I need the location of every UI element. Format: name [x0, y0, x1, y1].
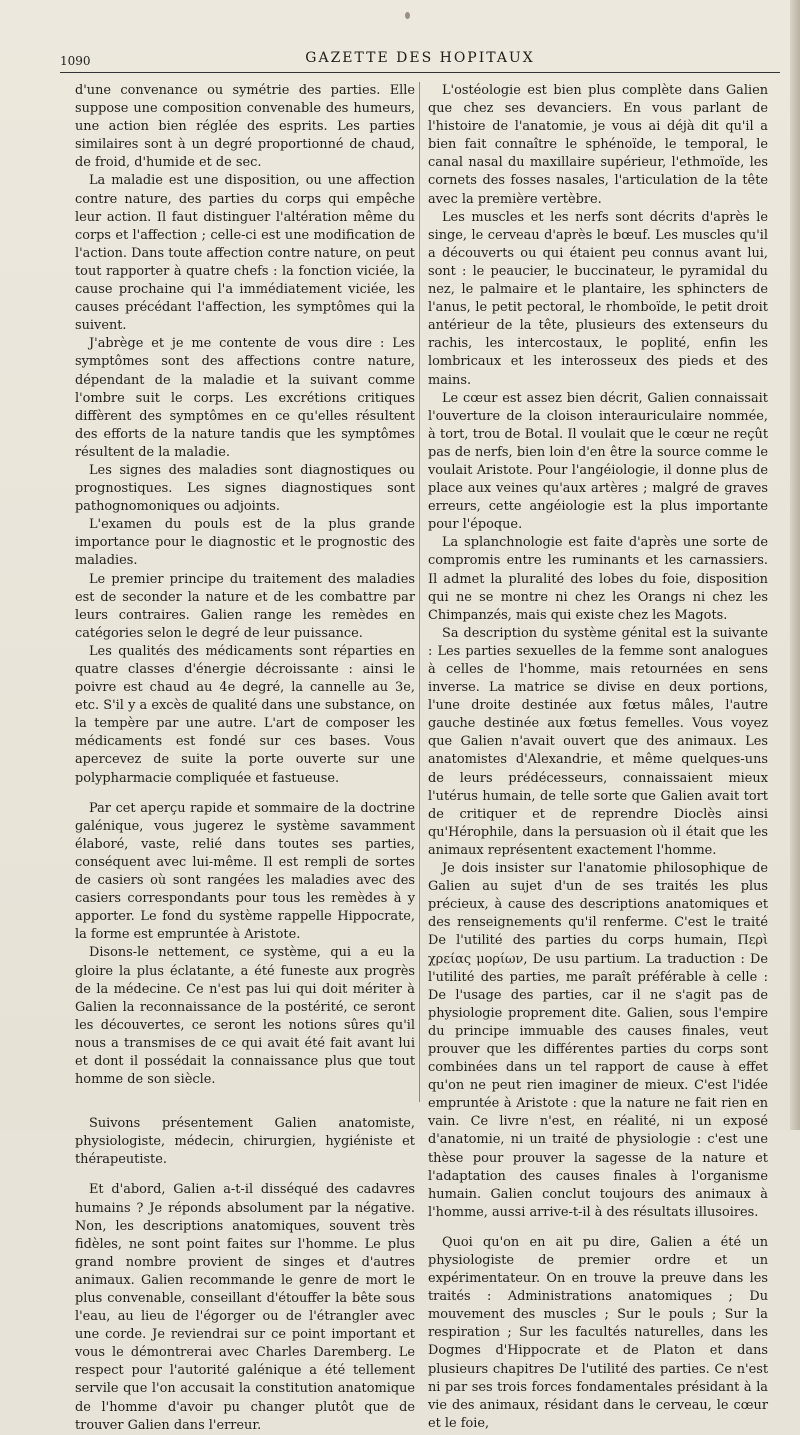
- column-divider: [419, 82, 420, 1102]
- paragraph: Le cœur est assez bien décrit, Galien connaissait l'ouverture de la cloison interauriculaire nommée, à tort, trou de Botal. Il voulait que le cœur ne reçût pas de nerfs, bien loin d'en être la source comme le voulait Aristote. Pour l'angéiologie, il donne plus de place aux veines qu'aux artères ; malgré de graves erreurs, cette angéiologie est la plus importante pour l'époque.: [428, 390, 768, 533]
- paragraph: Et d'abord, Galien a-t-il disséqué des cadavres humains ? Je réponds absolument par la négative. Non, les descriptions anatomiques, souvent très fidèles, ne sont point faites sur l'homme. Le plus grand nombre provient de singes et d'autres animaux. Galien recommande le genre de mort le plus convenable, conseillant d'étouffer la bête sous l'eau, au lieu de l'égorger ou de l'étrangler avec une corde. Je reviendrai sur ce point important et vous le démontrerai avec Charles Daremberg. Le respect pour l'autorité galénique a été tellement servile que l'on accusait la constitution anatomique de l'homme d'avoir pu changer plutôt que de trouver Galien dans l'erreur.: [75, 1182, 415, 1433]
- paragraph: Les qualités des médicaments sont réparties en quatre classes d'énergie décroissante : ainsi le poivre est chaud au 4e degré, la cannelle au 3e, etc. S'il y a excès de qualité dans une substance, on la tempère par une autre. L'art de composer les médicaments est fondé sur ces bases. Vous apercevez de suite la porte ouverte sur une polypharmacie compliquée et fastueuse.: [75, 643, 415, 786]
- paragraph: Je dois insister sur l'anatomie philosophique de Galien au sujet d'un de ses traités les plus précieux, à cause des descriptions anatomiques et des renseignements qu'il renferme. C'est le traité De l'utilité des parties du corps humain, Περὶ χρείας μορίων, De usu partium. La traduction : De l'utilité des parties, me paraît préférable à celle : De l'usage des parties, car il ne s'agit pas de physiologie proprement dite. Galien, sous l'empire du principe immuable des causes finales, veut prouver que les différentes parties du corps sont combinées dans un tel rapport de cause à effet qu'on ne peut rien imaginer de mieux. C'est l'idée empruntée à Aristote : que la nature ne fait rien en vain. Ce livre n'est, en réalité, ni un exposé d'anatomie, ni un traité de physiologie : c'est une thèse pour prouver la sagesse de la nature et l'adaptation des causes finales à l'organisme humain. Galien conclut toujours des animaux à l'homme, aussi arrive-t-il à des résultats illusoires.: [428, 861, 768, 1220]
- paragraph: Par cet aperçu rapide et sommaire de la doctrine galénique, vous jugerez le système savamment élaboré, vaste, relié dans toutes ses parties, conséquent avec lui-même. Il est rempli de sortes de casiers où sont rangées les maladies avec des casiers correspondants pour tous les remèdes à y apporter. Le fond du système rappelle Hippocrate, la forme est empruntée à Aristote.: [75, 800, 415, 943]
- paragraph: Sa description du système génital est la suivante : Les parties sexuelles de la femme sont analogues à celles de l'homme, mais retournées en sens inverse. La matrice se divise en deux portions, l'une droite destinée aux fœtus mâles, l'autre gauche destinée aux fœtus femelles. Vous voyez que Galien n'avait ouvert que des animaux. Les anatomistes d'Alexandrie, et même quelques-uns de leurs prédécesseurs, connaissaient mieux l'utérus humain, de telle sorte que Galien avait tort de critiquer et de reprendre Dioclès ainsi qu'Hérophile, dans la persuasion où il était que les animaux représentent exactement l'homme.: [428, 625, 768, 858]
- ink-blot: [405, 12, 410, 19]
- paragraph: Le premier principe du traitement des maladies est de seconder la nature et de les combattre par leurs contraires. Galien range les remèdes en catégories selon le degré de leur puissance.: [75, 571, 415, 641]
- paragraph: La maladie est une disposition, ou une affection contre nature, des parties du corps qui empêche leur action. Il faut distinguer l'altération même du corps et l'affection ; celle-ci est une modification de l'action. Dans toute affection contre nature, on peut tout rapporter à quatre chefs : la fonction viciée, la cause prochaine qui l'a immédiatement viciée, les causes précédant l'affection, les symptômes qui la suivent.: [75, 173, 415, 334]
- paragraph: Les muscles et les nerfs sont décrits d'après le singe, le cerveau d'après le bœuf. Les muscles qu'il a découverts ou qui étaient peu connus avant lui, sont : le peaucier, le buccinateur, le pyramidal du nez, le palmaire et le plantaire, les sphincters de l'anus, le petit pectoral, le rhomboïde, le petit droit antérieur de la tête, plusieurs des extenseurs du rachis, les intercostaux, le poplité, enfin les lombricaux et les interosseux des pieds et des mains.: [428, 209, 768, 388]
- journal-title: GAZETTE DES HOPITAUX: [305, 50, 535, 66]
- page-header: [60, 50, 780, 74]
- paragraph: Quoi qu'on en ait pu dire, Galien a été un physiologiste de premier ordre et un expérimentateur. On en trouve la preuve dans les traités : Administrations anatomiques ; Du mouvement des muscles ; Sur le pouls ; Sur la respiration ; Sur les facultés naturelles, dans les Dogmes d'Hippocrate et de Platon et dans plusieurs chapitres De l'utilité des parties. Ce n'est ni par ses trois forces fondamentales présidant à la vie des animaux, résidant dans le cerveau, le cœur et le foie,: [428, 1234, 768, 1431]
- paragraph: d'une convenance ou symétrie des parties. Elle suppose une composition convenable des humeurs, une action bien réglée des esprits. Les parties similaires sont à un degré proportionné de chaud, de froid, d'humide et de sec.: [75, 83, 415, 171]
- paragraph: Suivons présentement Galien anatomiste, physiologiste, médecin, chirurgien, hygiéniste et thérapeutiste.: [75, 1116, 415, 1168]
- paragraph: L'ostéologie est bien plus complète dans Galien que chez ses devanciers. En vous parlant de l'histoire de l'anatomie, je vous ai déjà dit qu'il a bien fait connaître le sphénoïde, le temporal, le canal nasal du maxillaire supérieur, l'ethmoïde, les cornets des fosses nasales, l'articulation de la tête avec la première vertèbre.: [428, 83, 768, 207]
- page-number: 1090: [60, 54, 91, 68]
- paragraph: Disons-le nettement, ce système, qui a eu la gloire la plus éclatante, a été funeste aux progrès de la médecine. Ce n'est pas lui qui doit mériter à Galien la reconnaissance de la postérité, ce seront les découvertes, ce seront les notions sûres qu'il nous a transmises de ce qui avait été fait avant lui et dont il possédait la connaissance plus que tout homme de son siècle.: [75, 945, 415, 1088]
- left-column: [75, 82, 415, 1435]
- paragraph: Les signes des maladies sont diagnostiques ou prognostiques. Les signes diagnostiques sont pathognomoniques ou adjoints.: [75, 462, 415, 515]
- header-rule: [60, 72, 780, 73]
- paragraph: J'abrège et je me contente de vous dire : Les symptômes sont des affections contre nature, dépendant de la maladie et la suivant comme l'ombre suit le corps. Les excrétions critiques diffèrent des symptômes en ce qu'elles résultent des efforts de la nature tandis que les symptômes résultent de la maladie.: [75, 336, 415, 460]
- paragraph: La splanchnologie est faite d'après une sorte de compromis entre les ruminants et les carnassiers. Il admet la pluralité des lobes du foie, disposition qui ne se montre ni chez les Orangs ni chez les Chimpanzés, mais qui existe chez les Magots.: [428, 535, 768, 623]
- paragraph: L'examen du pouls est de la plus grande importance pour le diagnostic et le prognostic des maladies.: [75, 517, 415, 569]
- page-edge: [790, 0, 800, 1130]
- right-column: [428, 82, 768, 1433]
